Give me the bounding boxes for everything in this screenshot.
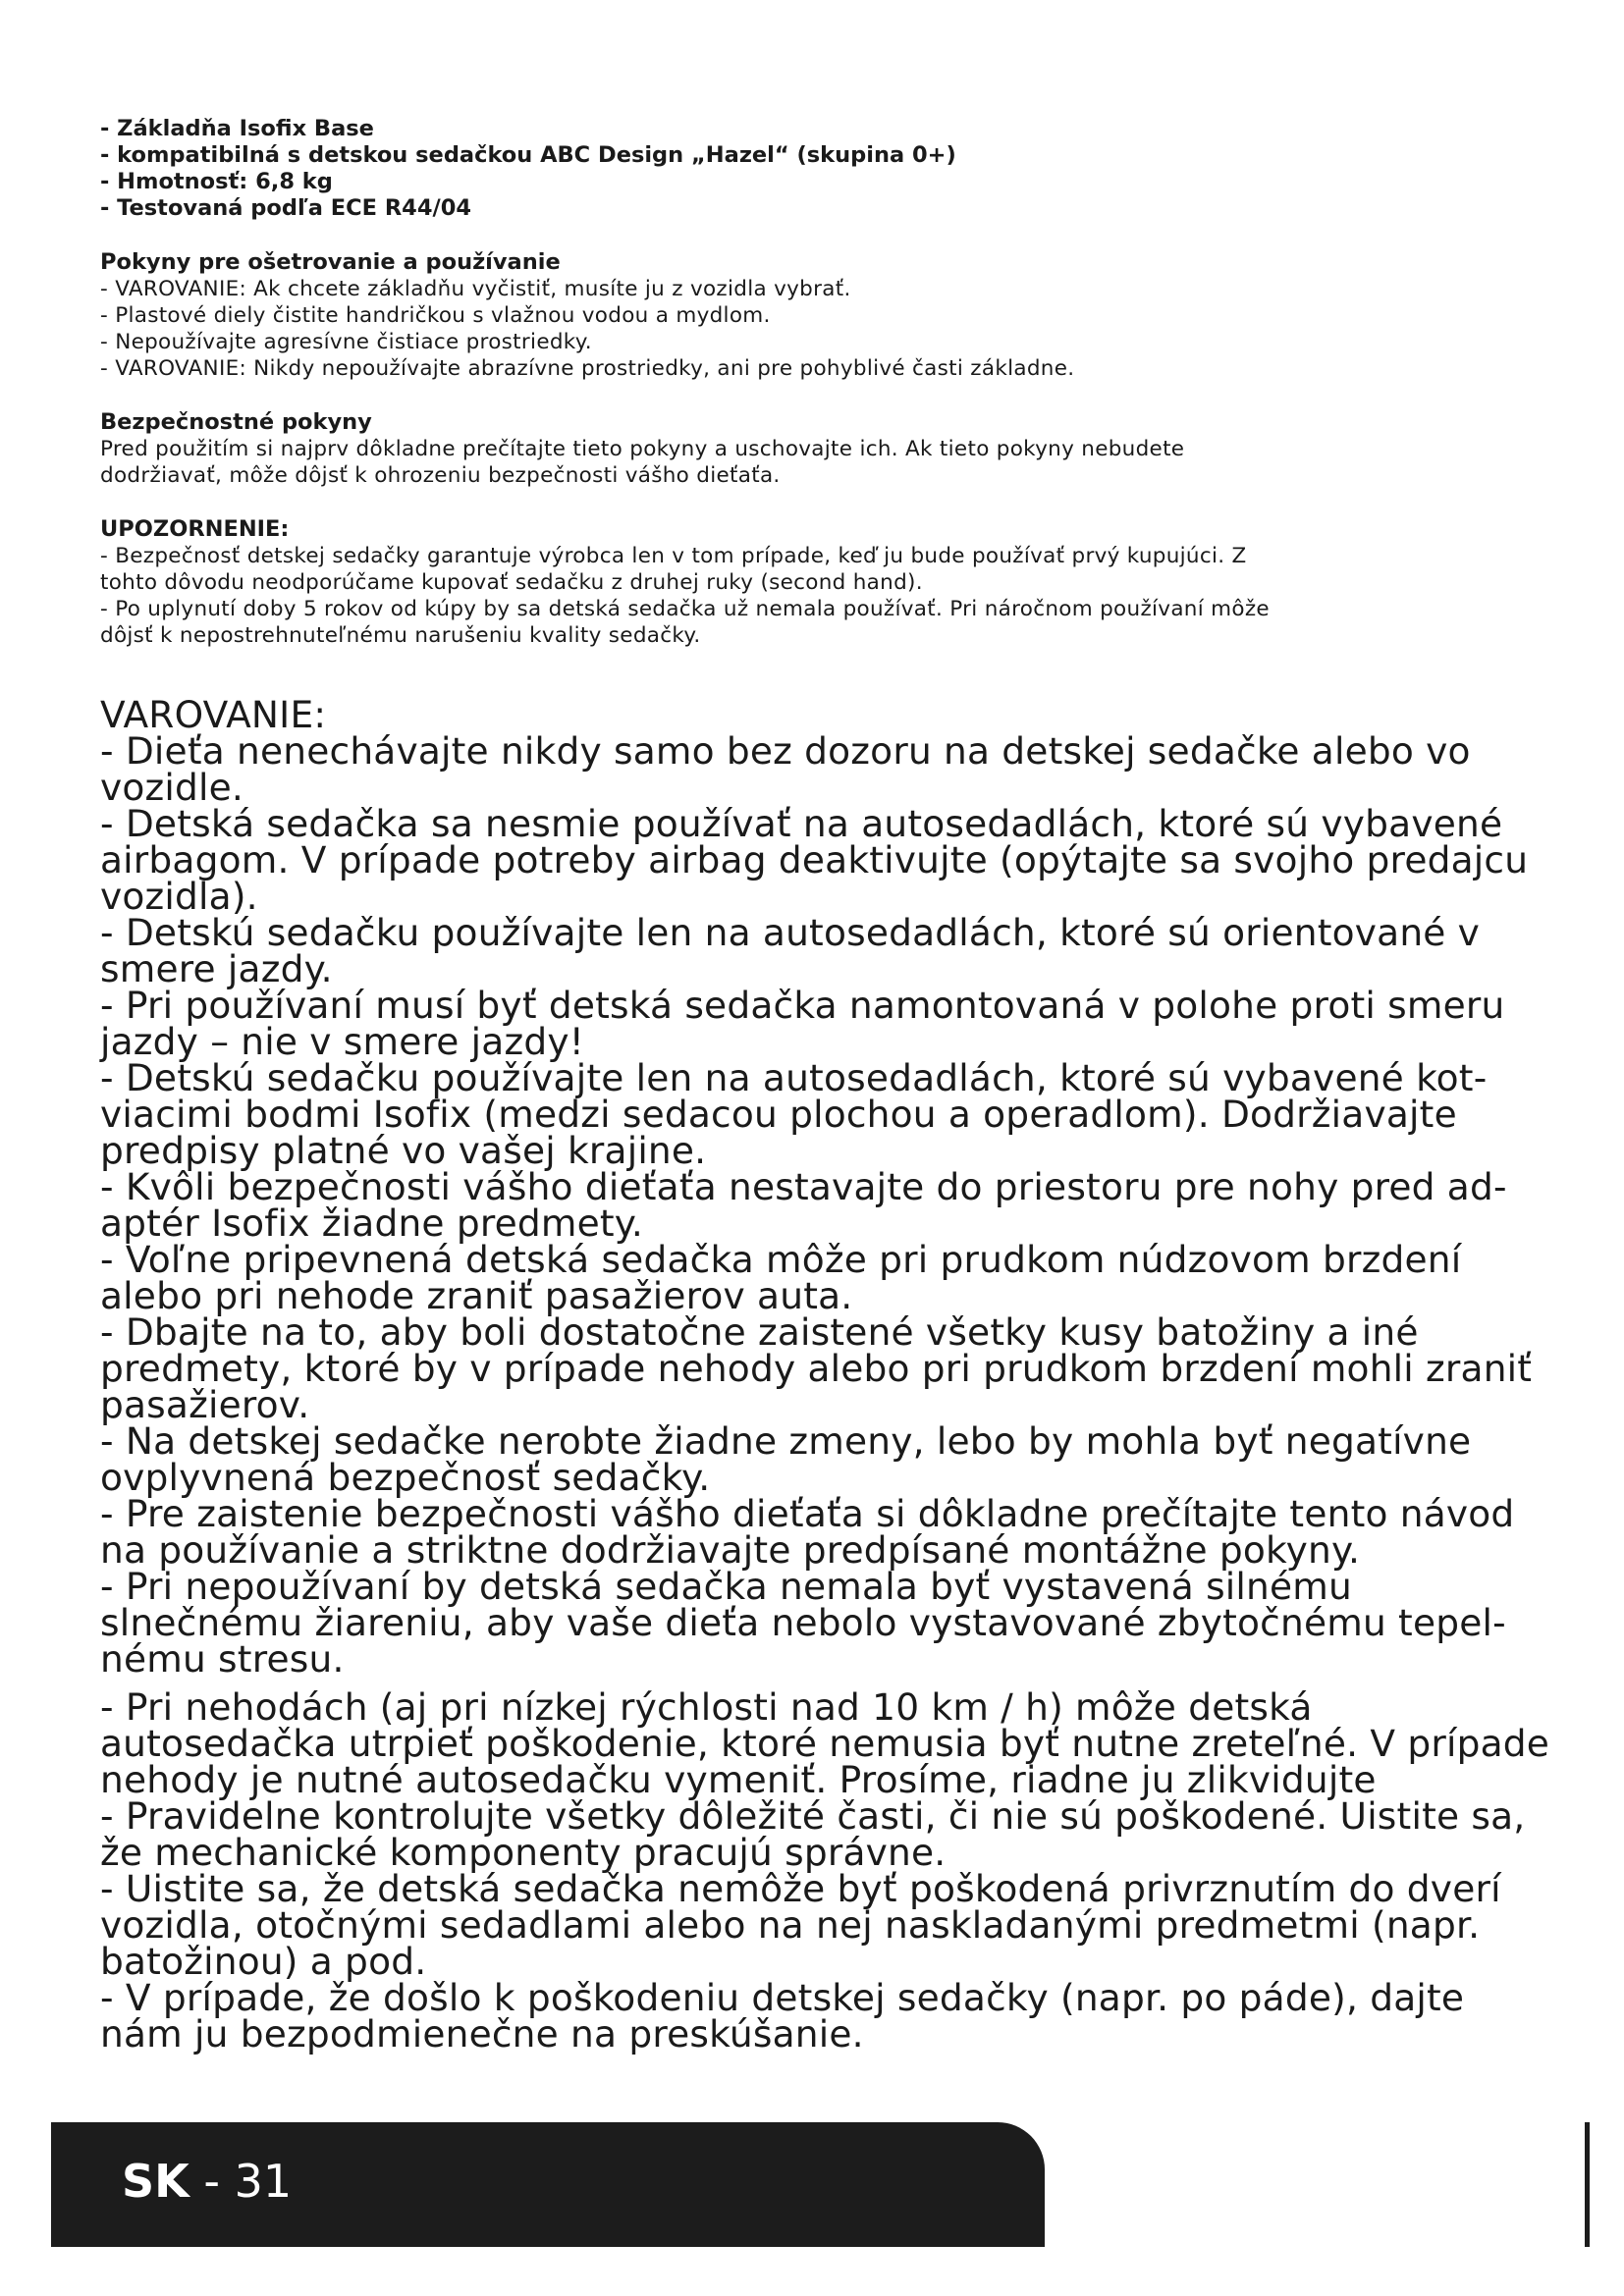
warning-line: nému stresu. [100, 1637, 345, 1681]
warning-line: slnečnému žiareniu, aby vaše dieťa nebolo vystavované zbytočnému tepel- [100, 1601, 1506, 1644]
notice-section [100, 516, 1534, 649]
page-number [122, 2152, 292, 2211]
notice-line: - Po uplynutí doby 5 rokov od kúpy by sa detská sedačka už nemala používať. Pri náročnom používaní môže [100, 597, 1270, 621]
care-line: - VAROVANIE: Ak chcete základňu vyčistiť, musíte ju z vozidla vybrať. [100, 277, 851, 301]
warning-line: vozidle. [100, 766, 244, 809]
notice-line: dôjsť k nepostrehnuteľnému narušeniu kvality sedačky. [100, 623, 701, 648]
warning-line: vozidla, otočnými sedadlami alebo na nej naskladanými predmetmi (napr. [100, 1903, 1481, 1947]
warning-line: batožinou) a pod. [100, 1940, 427, 1983]
warning-line: - Dbajte na to, aby boli dostatočne zaistené všetky kusy batožiny a iné [100, 1310, 1419, 1354]
warning-line: predpisy platné vo vašej krajine. [100, 1129, 707, 1172]
page-separator: - [189, 2155, 235, 2208]
warning-line: vozidla). [100, 875, 258, 918]
warning-line: autosedačka utrpieť poškodenie, ktoré nemusia byť nutne zreteľné. V prípade [100, 1722, 1550, 1765]
warning-line: - Uistite sa, že detská sedačka nemôže byť poškodená privrznutím do dverí [100, 1867, 1501, 1910]
warning-line: - Pri používaní musí byť detská sedačka namontovaná v polohe proti smeru [100, 984, 1505, 1027]
safety-line: dodržiavať, môže dôjsť k ohrozeniu bezpečnosti vášho dieťaťa. [100, 463, 781, 488]
warning-line: - Detskú sedačku používajte len na autosedadlách, ktoré sú orientované v [100, 911, 1481, 954]
safety-section [100, 409, 1534, 489]
spec-line: - Testovaná podľa ECE R44/04 [100, 195, 472, 221]
care-line: - Nepoužívajte agresívne čistiace prostriedky. [100, 330, 592, 354]
warning-lines-continued [100, 1685, 1553, 2056]
warning-line: predmety, ktoré by v prípade nehody alebo pri prudkom brzdení mohli zraniť [100, 1347, 1533, 1390]
warning-line: - Pravidelne kontrolujte všetky dôležité časti, či nie sú poškodené. Uistite sa, [100, 1794, 1526, 1838]
warning-line: VAROVANIE: [100, 693, 327, 736]
warning-line: - Voľne pripevnená detská sedačka môže pri prudkom núdzovom brzdení [100, 1238, 1462, 1281]
warning-line: nehody je nutné autosedačku vymeniť. Prosíme, riadne ju zlikvidujte [100, 1758, 1377, 1801]
safety-line: Pred použitím si najprv dôkladne prečítajte tieto pokyny a uschovajte ich. Ak tieto pokyny nebudete [100, 437, 1185, 461]
warning-line: - Pri nehodách (aj pri nízkej rýchlosti nad 10 km / h) môže detská [100, 1685, 1313, 1729]
warning-line: - Dieťa nenechávajte nikdy samo bez dozoru na detskej sedačke alebo vo [100, 729, 1471, 773]
page-number-value: 31 [234, 2155, 293, 2208]
care-heading: Pokyny pre ošetrovanie a používanie [100, 249, 561, 275]
notice-line: tohto dôvodu neodporúčame kupovať sedačku z druhej ruky (second hand). [100, 570, 923, 595]
spec-line: - Základňa Isofix Base [100, 116, 374, 141]
warning-line: - Detská sedačka sa nesmie používať na autosedadlách, ktoré sú vybavené [100, 802, 1503, 845]
upper-section [100, 116, 1534, 649]
warning-line: že mechanické komponenty pracujú správne. [100, 1831, 947, 1874]
spec-line: - kompatibilná s detskou sedačkou ABC Design „Hazel“ (skupina 0+) [100, 142, 956, 168]
notice-heading: UPOZORNENIE: [100, 516, 290, 542]
care-line: - VAROVANIE: Nikdy nepoužívajte abrazívne prostriedky, ani pre pohyblivé časti základne. [100, 356, 1075, 381]
warning-line: - Pri nepoužívaní by detská sedačka nemala byť vystavená silnému [100, 1565, 1352, 1608]
warning-line: - Na detskej sedačke nerobte žiadne zmeny, lebo by mohla byť negatívne [100, 1419, 1472, 1463]
care-line: - Plastové diely čistite handričkou s vlažnou vodou a mydlom. [100, 303, 771, 328]
warning-line: jazdy – nie v smere jazdy! [100, 1020, 584, 1063]
warning-line: airbagom. V prípade potreby airbag deaktivujte (opýtajte sa svojho predajcu [100, 838, 1529, 881]
warning-line: aptér Isofix žiadne predmety. [100, 1201, 643, 1245]
spec-line: - Hmotnosť: 6,8 kg [100, 169, 333, 194]
warning-line: - V prípade, že došlo k poškodeniu detskej sedačky (napr. po páde), dajte [100, 1976, 1465, 2019]
language-code: SK [122, 2155, 189, 2208]
warning-line: - Kvôli bezpečnosti vášho dieťaťa nestavajte do priestoru pre nohy pred ad- [100, 1165, 1507, 1208]
safety-heading: Bezpečnostné pokyny [100, 409, 372, 435]
warning-line: alebo pri nehode zraniť pasažierov auta. [100, 1274, 853, 1317]
footer-bar [51, 2122, 1045, 2247]
warning-line: - Pre zaistenie bezpečnosti vášho dieťaťa si dôkladne prečítajte tento návod [100, 1492, 1515, 1535]
warning-line: na používanie a striktne dodržiavajte predpísané montážne pokyny. [100, 1528, 1361, 1572]
warning-line: pasažierov. [100, 1383, 310, 1426]
warning-section [100, 693, 1553, 2056]
edge-marker [1585, 2122, 1590, 2247]
warning-line: - Detskú sedačku používajte len na autosedadlách, ktoré sú vybavené kot- [100, 1056, 1488, 1099]
care-section [100, 249, 1534, 382]
warning-line: ovplyvnená bezpečnosť sedačky. [100, 1456, 711, 1499]
warning-line: nám ju bezpodmienečne na preskúšanie. [100, 2012, 864, 2056]
notice-line: - Bezpečnosť detskej sedačky garantuje výrobca len v tom prípade, keď ju bude používať prvý kupujúci. Z [100, 544, 1247, 568]
warning-lines [100, 693, 1553, 1681]
warning-line: viacimi bodmi Isofix (medzi sedacou plochou a operadlom). Dodržiavajte [100, 1093, 1457, 1136]
warning-line: smere jazdy. [100, 947, 333, 990]
